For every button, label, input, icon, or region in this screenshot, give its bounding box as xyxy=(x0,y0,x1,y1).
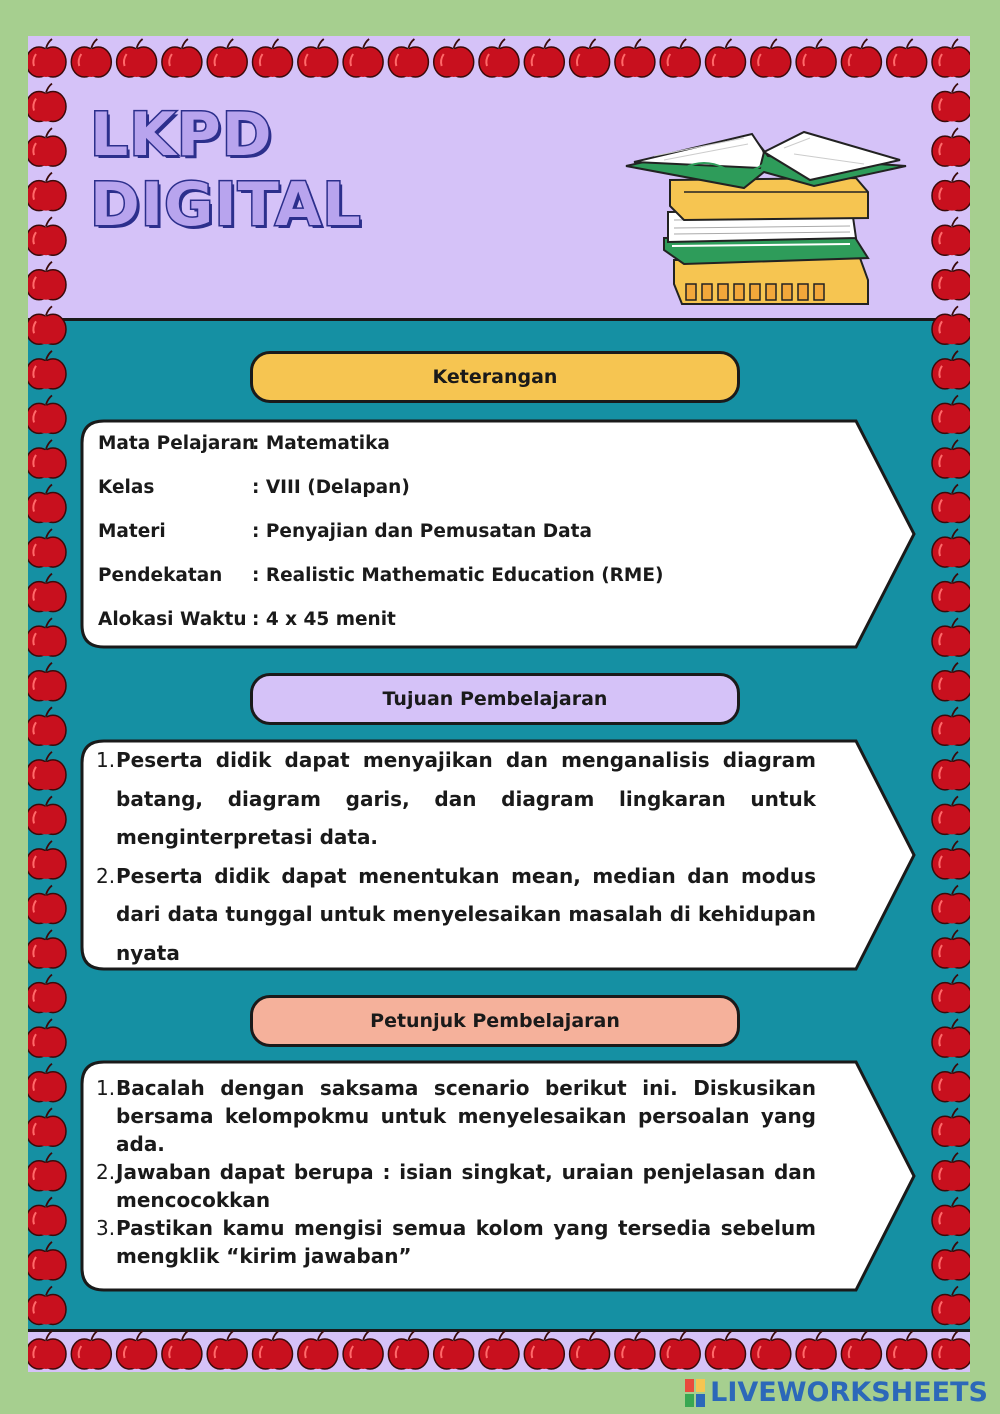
apple-icon xyxy=(932,262,970,300)
apple-icon xyxy=(28,84,66,122)
apple-icon xyxy=(298,1331,338,1369)
apple-icon xyxy=(841,1331,881,1369)
apple-icon xyxy=(253,39,293,77)
apple-icon xyxy=(388,39,428,77)
apple-icon xyxy=(751,1331,791,1369)
info-value: : 4 x 45 menit xyxy=(252,609,396,630)
info-value: : Matematika xyxy=(252,433,390,454)
apple-icon xyxy=(796,1331,836,1369)
info-value: : VIII (Delapan) xyxy=(252,477,410,498)
apple-icon xyxy=(28,262,66,300)
watermark-text: LIVEWORKSHEETS xyxy=(710,1377,988,1408)
list-item-number: 2. xyxy=(96,863,116,888)
apple-icon xyxy=(71,1331,111,1369)
keterangan-heading xyxy=(250,351,740,403)
apple-icon xyxy=(117,1331,157,1369)
apple-icon xyxy=(932,217,970,255)
list-item-text: Peserta didik dapat menentukan mean, median dan modus dari data tunggal untuk menyelesaikan masalah di kehidupan nyata xyxy=(116,863,816,965)
apple-icon xyxy=(479,1331,519,1369)
apple-icon xyxy=(162,39,202,77)
apple-icon xyxy=(28,1331,66,1369)
petunjuk-heading xyxy=(250,995,740,1047)
apple-icon xyxy=(28,173,66,211)
apple-icon xyxy=(570,1331,610,1369)
list-item-text: Bacalah dengan saksama scenario berikut ini. Diskusikan bersama kelompokmu untuk menyelesaikan persoalan yang ada. xyxy=(116,1076,816,1156)
apple-icon xyxy=(28,128,66,166)
worksheet-page xyxy=(28,36,970,1372)
title-line-1: LKPD xyxy=(90,100,273,170)
apple-icon xyxy=(796,39,836,77)
apple-icon xyxy=(298,39,338,77)
info-label: Kelas xyxy=(98,477,155,498)
apple-icon xyxy=(887,1331,927,1369)
apple-icon xyxy=(524,39,564,77)
apple-icon xyxy=(162,1331,202,1369)
apple-icon xyxy=(388,1331,428,1369)
apple-icon xyxy=(660,1331,700,1369)
apple-icon xyxy=(434,1331,474,1369)
apple-icon xyxy=(841,39,881,77)
page-title xyxy=(90,100,362,240)
apple-icon xyxy=(343,39,383,77)
info-label: Pendekatan xyxy=(98,565,223,586)
info-value: : Penyajian dan Pemusatan Data xyxy=(252,521,592,542)
apple-icon xyxy=(28,217,66,255)
apple-icon xyxy=(207,1331,247,1369)
apple-icon xyxy=(434,39,474,77)
list-item-text: Peserta didik dapat menyajikan dan menganalisis diagram batang, diagram garis, dan diagram lingkaran untuk menginterpretasi data. xyxy=(116,748,816,849)
tujuan-list xyxy=(96,741,816,972)
apple-icon xyxy=(932,39,970,77)
apple-icon xyxy=(887,39,927,77)
list-item xyxy=(96,1074,816,1158)
keterangan-card xyxy=(76,419,918,649)
apple-icon xyxy=(615,39,655,77)
apple-icon xyxy=(28,39,66,77)
apple-icon xyxy=(660,39,700,77)
apple-icon xyxy=(343,1331,383,1369)
apple-icon xyxy=(932,173,970,211)
petunjuk-card xyxy=(76,1060,918,1292)
list-item xyxy=(96,1214,816,1270)
list-item xyxy=(96,1158,816,1214)
liveworksheets-logo-icon xyxy=(684,1378,706,1408)
list-item-number: 2. xyxy=(96,1160,116,1184)
liveworksheets-watermark[interactable] xyxy=(684,1377,988,1408)
tujuan-card xyxy=(76,739,918,971)
list-item xyxy=(96,857,816,973)
title-line-2: DIGITAL xyxy=(90,170,362,240)
books-illustration xyxy=(624,108,914,308)
list-item-number: 1. xyxy=(96,1076,116,1100)
apple-icon xyxy=(706,39,746,77)
apple-icon xyxy=(615,1331,655,1369)
apple-icon xyxy=(570,39,610,77)
info-label: Mata Pelajaran xyxy=(98,433,256,454)
apple-icon xyxy=(932,84,970,122)
apple-icon xyxy=(524,1331,564,1369)
tujuan-heading-text: Tujuan Pembelajaran xyxy=(382,688,608,710)
apple-icon xyxy=(706,1331,746,1369)
list-item-number: 1. xyxy=(96,748,116,772)
list-item-number: 3. xyxy=(96,1216,116,1240)
petunjuk-heading-text: Petunjuk Pembelajaran xyxy=(370,1010,620,1032)
petunjuk-list xyxy=(96,1074,816,1270)
apple-icon xyxy=(253,1331,293,1369)
apple-icon xyxy=(207,39,247,77)
apple-icon xyxy=(751,39,791,77)
info-label: Alokasi Waktu xyxy=(98,609,247,630)
apple-icon xyxy=(71,39,111,77)
list-item xyxy=(96,741,816,857)
list-item-text: Jawaban dapat berupa : isian singkat, uraian penjelasan dan mencocokkan xyxy=(116,1160,816,1212)
apple-icon xyxy=(479,39,519,77)
apple-icon xyxy=(932,1331,970,1369)
tujuan-heading xyxy=(250,673,740,725)
apple-icon xyxy=(117,39,157,77)
list-item-text: Pastikan kamu mengisi semua kolom yang tersedia sebelum mengklik “kirim jawaban” xyxy=(116,1216,816,1268)
keterangan-heading-text: Keterangan xyxy=(432,366,558,388)
info-value: : Realistic Mathematic Education (RME) xyxy=(252,565,664,586)
info-label: Materi xyxy=(98,521,166,542)
apple-icon xyxy=(932,128,970,166)
